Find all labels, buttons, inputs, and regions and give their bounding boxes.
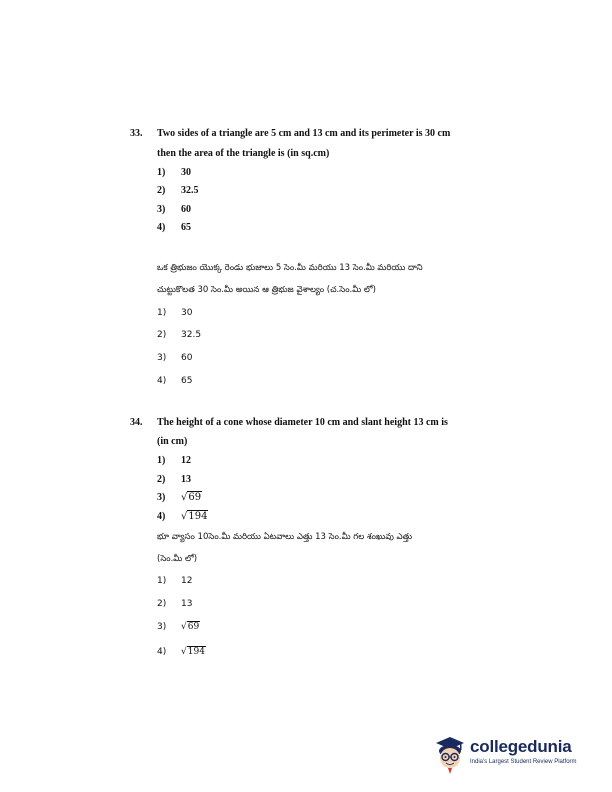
collegedunia-logo: [432, 735, 582, 775]
q33-telugu-option-3: 3) 60: [157, 353, 193, 363]
q33-option-3: 3) 60: [157, 204, 191, 215]
sqrt-symbol: √194: [181, 647, 205, 657]
question-34-text-line2: (in cm): [157, 436, 188, 447]
sqrt-symbol: √69: [181, 492, 202, 503]
q33-telugu-line2: చుట్టుకొలత 30 సెం.మీ అయిన ఆ త్రిభుజ వైశాల్యం (చ.సెం.మీ లో): [157, 285, 376, 295]
question-33-text-line1: Two sides of a triangle are 5 cm and 13 cm and its perimeter is 30 cm: [157, 128, 451, 139]
q34-option-3: 3) √69: [157, 492, 202, 503]
q34-option-4: 4) √194: [157, 511, 208, 522]
q34-telugu-option-2: 2) 13: [157, 599, 193, 609]
q34-telugu-option-3: 3) √69: [157, 622, 200, 632]
logo-wordmark: collegedunia: [470, 737, 572, 756]
q34-option-1: 1) 12: [157, 455, 191, 466]
sqrt-symbol: √69: [181, 622, 200, 632]
q33-telugu-option-4: 4) 65: [157, 376, 193, 386]
q34-telugu-line1: భూ వ్యాసం 10సెం.మీ మరియు ఏటవాలు ఎత్తు 13 సెం.మీ గల శంఖువు ఎత్తు: [157, 532, 413, 542]
q33-option-4: 4) 65: [157, 222, 191, 233]
q33-telugu-line1: ఒక త్రిభుజం యొక్క రెండు భుజాలు 5 సెం.మీ మరియు 13 సెం.మీ మరియు దాని: [157, 263, 423, 273]
question-33-text-line2: then the area of the triangle is (in sq.cm): [157, 148, 330, 159]
q33-telugu-option-1: 1) 30: [157, 308, 193, 318]
question-34-text-line1: The height of a cone whose diameter 10 cm and slant height 13 cm is: [157, 417, 448, 428]
q33-option-1: 1) 30: [157, 167, 191, 178]
question-34-number: 34.: [130, 417, 143, 428]
logo-tagline: India's Largest Student Review Platform: [470, 759, 577, 765]
sqrt-symbol: √194: [181, 511, 208, 522]
q34-telugu-option-1: 1) 12: [157, 576, 193, 586]
student-mascot-icon: [432, 735, 468, 775]
q33-option-2: 2) 32.5: [157, 185, 199, 196]
question-33-number: 33.: [130, 128, 143, 139]
q34-telugu-line2: (సెం.మీ లో): [157, 554, 198, 564]
q34-telugu-option-4: 4) √194: [157, 647, 205, 657]
q33-telugu-option-2: 2) 32.5: [157, 330, 202, 340]
q34-option-2: 2) 13: [157, 474, 191, 485]
